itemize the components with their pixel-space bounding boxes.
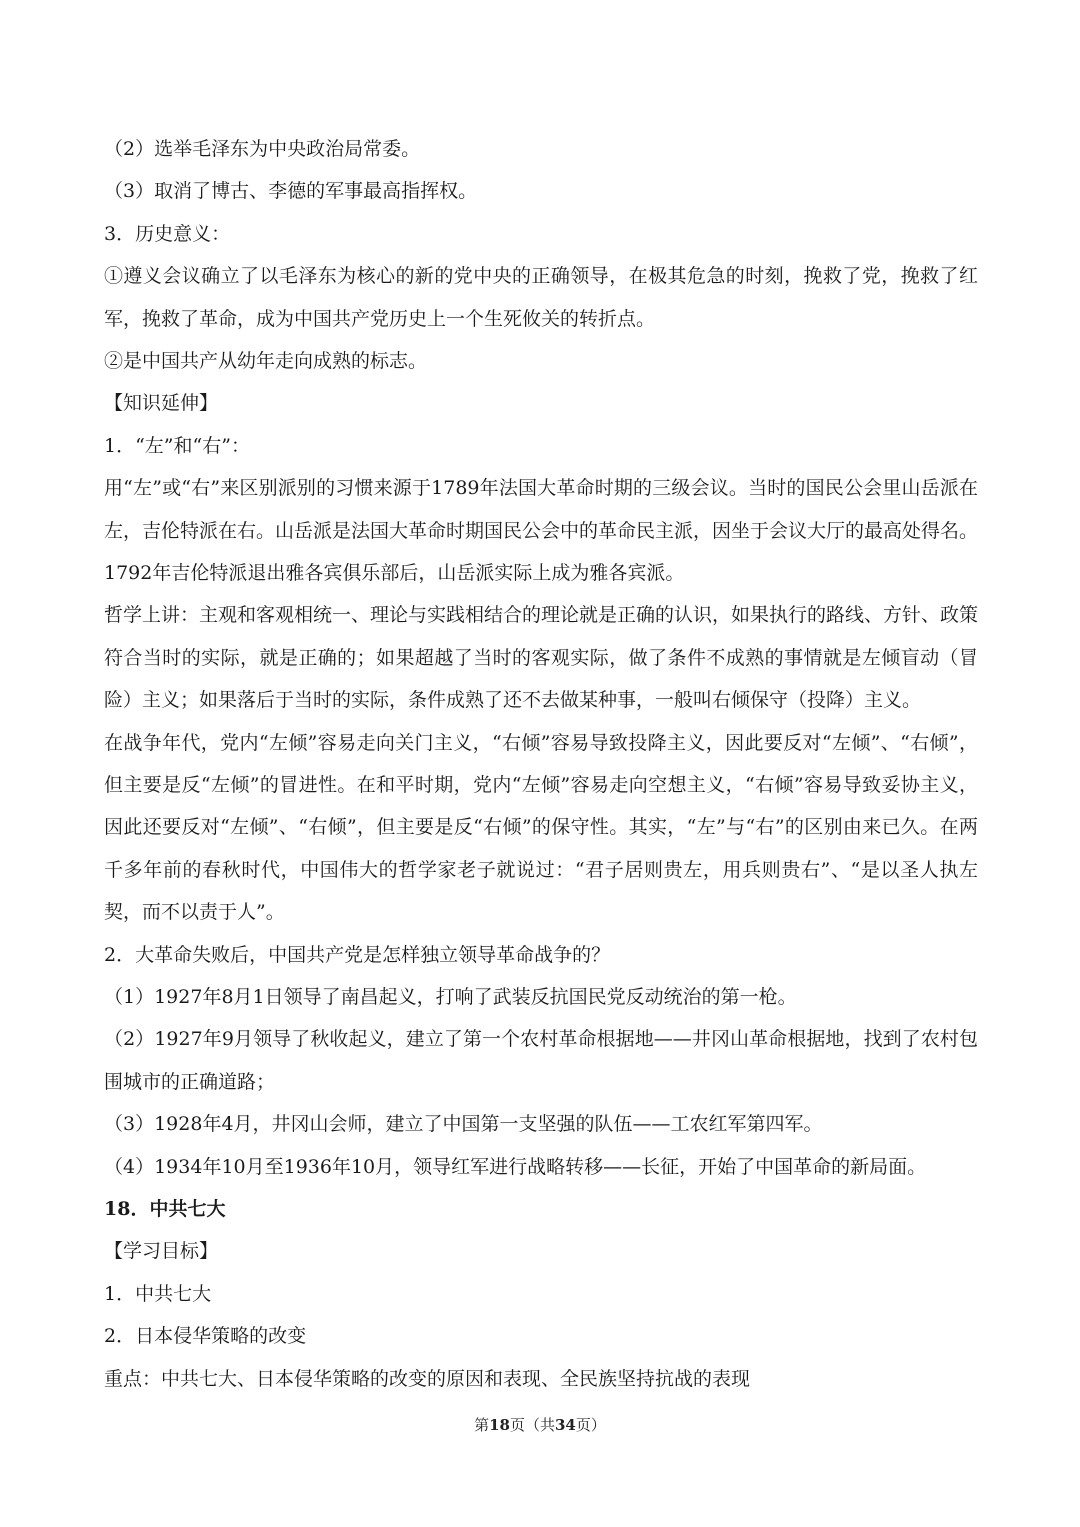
page-number-footer bbox=[0, 1413, 1080, 1437]
text-line: 1．中共七大 bbox=[104, 1282, 212, 1305]
footer-suffix: 页） bbox=[575, 1416, 606, 1434]
paragraph: 哲学上讲：主观和客观相统一、理论与实践相结合的理论就是正确的认识，如果执行的路线、方针、政策符合当时的实际，就是正确的；如果超越了当时的客观实际，做了条件不成熟的事情就是左倾盲动（冒险）主义；如果落后于当时的实际，条件成熟了还不去做某种事，一般叫右倾保守（投降）主义。 bbox=[104, 604, 979, 712]
text-line: （1）1927年8月1日领导了南昌起义，打响了武装反抗国民党反动统治的第一枪。 bbox=[104, 986, 797, 1009]
text-line: 2．日本侵华策略的改变 bbox=[104, 1325, 307, 1348]
text-line: 3．历史意义： bbox=[104, 222, 231, 245]
footer-middle: 页（共 bbox=[509, 1416, 555, 1434]
text-line: （3）取消了博古、李德的军事最高指挥权。 bbox=[104, 180, 478, 203]
footer-prefix: 第 bbox=[474, 1416, 490, 1434]
text-line: ②是中国共产从幼年走向成熟的标志。 bbox=[104, 349, 428, 372]
text-line: （4）1934年10月至1936年10月，领导红军进行战略转移——长征，开始了中国革命的新局面。 bbox=[104, 1155, 927, 1178]
chapter-heading: 18．中共七大 bbox=[104, 1198, 226, 1220]
paragraph: 用“左”或“右”来区别派别的习惯来源于1789年法国大革命时期的三级会议。当时的国民公会里山岳派在左，吉伦特派在右。山岳派是法国大革命时期国民公会中的革命民主派，因坐于会议大厅的最高处得名。1792年吉伦特派退出雅各宾俱乐部后，山岳派实际上成为雅各宾派。 bbox=[104, 477, 979, 584]
paragraph: （2）1927年9月领导了秋收起义，建立了第一个农村革命根据地——井冈山革命根据地，找到了农村包围城市的正确道路； bbox=[104, 1028, 978, 1093]
current-page-number: 18 bbox=[489, 1416, 510, 1434]
section-heading: 【学习目标】 bbox=[104, 1240, 219, 1263]
document-body bbox=[104, 128, 978, 1400]
paragraph: ①遵义会议确立了以毛泽东为核心的新的党中央的正确领导，在极其危急的时刻，挽救了党，挽救了红军，挽救了革命，成为中国共产党历史上一个生死攸关的转折点。 bbox=[104, 265, 978, 330]
text-line: （2）选举毛泽东为中央政治局常委。 bbox=[104, 138, 421, 160]
text-line: 2．大革命失败后，中国共产党是怎样独立领导革命战争的？ bbox=[104, 943, 611, 966]
paragraph: 在战争年代，党内“左倾”容易走向关门主义，“右倾”容易导致投降主义，因此要反对“左倾”、“右倾”，但主要是反“左倾”的冒进性。在和平时期，党内“左倾”容易走向空想主义，“右倾”容易导致妥协主义，因此还要反对“左倾”、“右倾”，但主要是反“右倾”的保守性。其实，“左”与“右”的区别由来已久。在两千多年前的春秋时代，中国伟大的哲学家老子就说过：“君子居则贵左，用兵则贵右”、“是以圣人执左契，而不以责于人”。 bbox=[104, 731, 978, 924]
text-line: （3）1928年4月，井冈山会师，建立了中国第一支坚强的队伍——工农红军第四军。 bbox=[104, 1113, 823, 1136]
text-line: 1．“左”和“右”： bbox=[104, 434, 250, 457]
text-line: 重点：中共七大、日本侵华策略的改变的原因和表现、全民族坚持抗战的表现 bbox=[104, 1367, 751, 1390]
section-heading: 【知识延伸】 bbox=[104, 392, 219, 415]
total-page-count: 34 bbox=[555, 1416, 576, 1434]
